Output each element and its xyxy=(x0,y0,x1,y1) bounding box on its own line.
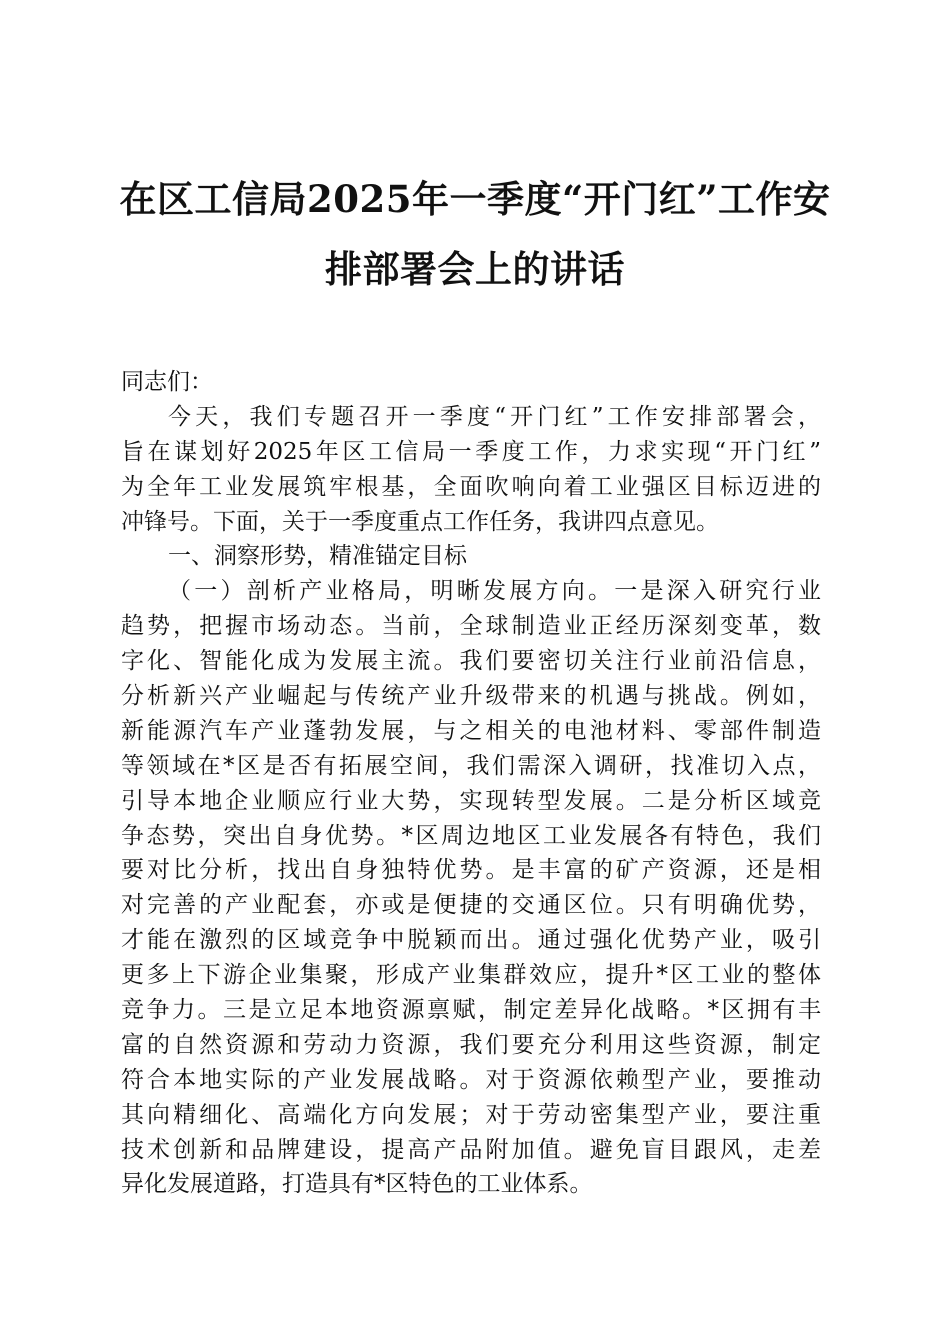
intro-line: 为全年工业发展筑牢根基，全面吹响向着工业强区目标迈进的 xyxy=(121,473,821,500)
paragraph-line: 技术创新和品牌建设，提高产品附加值。避免盲目跟风，走差 xyxy=(121,1136,821,1163)
paragraph-line: 分析新兴产业崛起与传统产业升级带来的机遇与挑战。例如， xyxy=(121,683,821,710)
document-body xyxy=(121,365,821,1202)
subsection-title: （一）剖析产业格局，明晰发展方向。 xyxy=(168,578,615,605)
paragraph-line: 富的自然资源和劳动力资源，我们要充分利用这些资源，制定 xyxy=(121,1031,821,1058)
section-heading: 一、洞察形势，精准锚定目标 xyxy=(168,543,467,570)
paragraph-line: 符合本地实际的产业发展战略。对于资源依赖型产业，要推动 xyxy=(121,1066,821,1093)
paragraph-line: 其向精细化、高端化方向发展；对于劳动密集型产业，要注重 xyxy=(121,1101,821,1128)
paragraph-text: 一是深入研究行业 xyxy=(614,578,821,605)
intro-line: 今天，我们专题召开一季度“开门红”工作安排部署会， xyxy=(168,403,821,430)
salutation: 同志们： xyxy=(121,369,213,395)
paragraph-line: 对完善的产业配套，亦或是便捷的交通区位。只有明确优势， xyxy=(121,892,821,919)
paragraph-line: 更多上下游企业集聚，形成产业集群效应，提升*区工业的整体 xyxy=(121,962,821,989)
paragraph-line: 异化发展道路，打造具有*区特色的工业体系。 xyxy=(121,1171,593,1198)
intro-line: 旨在谋划好2025年区工信局一季度工作，力求实现“开门红” xyxy=(121,438,821,465)
paragraph-line: 等领域在*区是否有拓展空间，我们需深入调研，找准切入点， xyxy=(121,752,821,779)
paragraph-line: 竞争力。三是立足本地资源禀赋，制定差异化战略。*区拥有丰 xyxy=(121,997,821,1024)
title-line-2: 排部署会上的讲话 xyxy=(325,247,625,291)
paragraph-line: 要对比分析，找出自身独特优势。是丰富的矿产资源，还是相 xyxy=(121,857,821,884)
paragraph-line: 字化、智能化成为发展主流。我们要密切关注行业前沿信息， xyxy=(121,648,821,675)
title-line-1: 在区工信局2025年一季度“开门红”工作安 xyxy=(119,177,831,221)
paragraph-line xyxy=(121,574,821,609)
paragraph-line: 引导本地企业顺应行业大势，实现转型发展。二是分析区域竞 xyxy=(121,787,821,814)
document-title xyxy=(110,164,840,304)
intro-line: 冲锋号。下面，关于一季度重点工作任务，我讲四点意见。 xyxy=(121,508,719,535)
paragraph-line: 趋势，把握市场动态。当前，全球制造业正经历深刻变革，数 xyxy=(121,613,821,640)
paragraph-line: 争态势，突出自身优势。*区周边地区工业发展各有特色，我们 xyxy=(121,822,821,849)
paragraph-line: 新能源汽车产业蓬勃发展，与之相关的电池材料、零部件制造 xyxy=(121,717,821,744)
paragraph-line: 才能在激烈的区域竞争中脱颖而出。通过强化优势产业，吸引 xyxy=(121,927,821,954)
